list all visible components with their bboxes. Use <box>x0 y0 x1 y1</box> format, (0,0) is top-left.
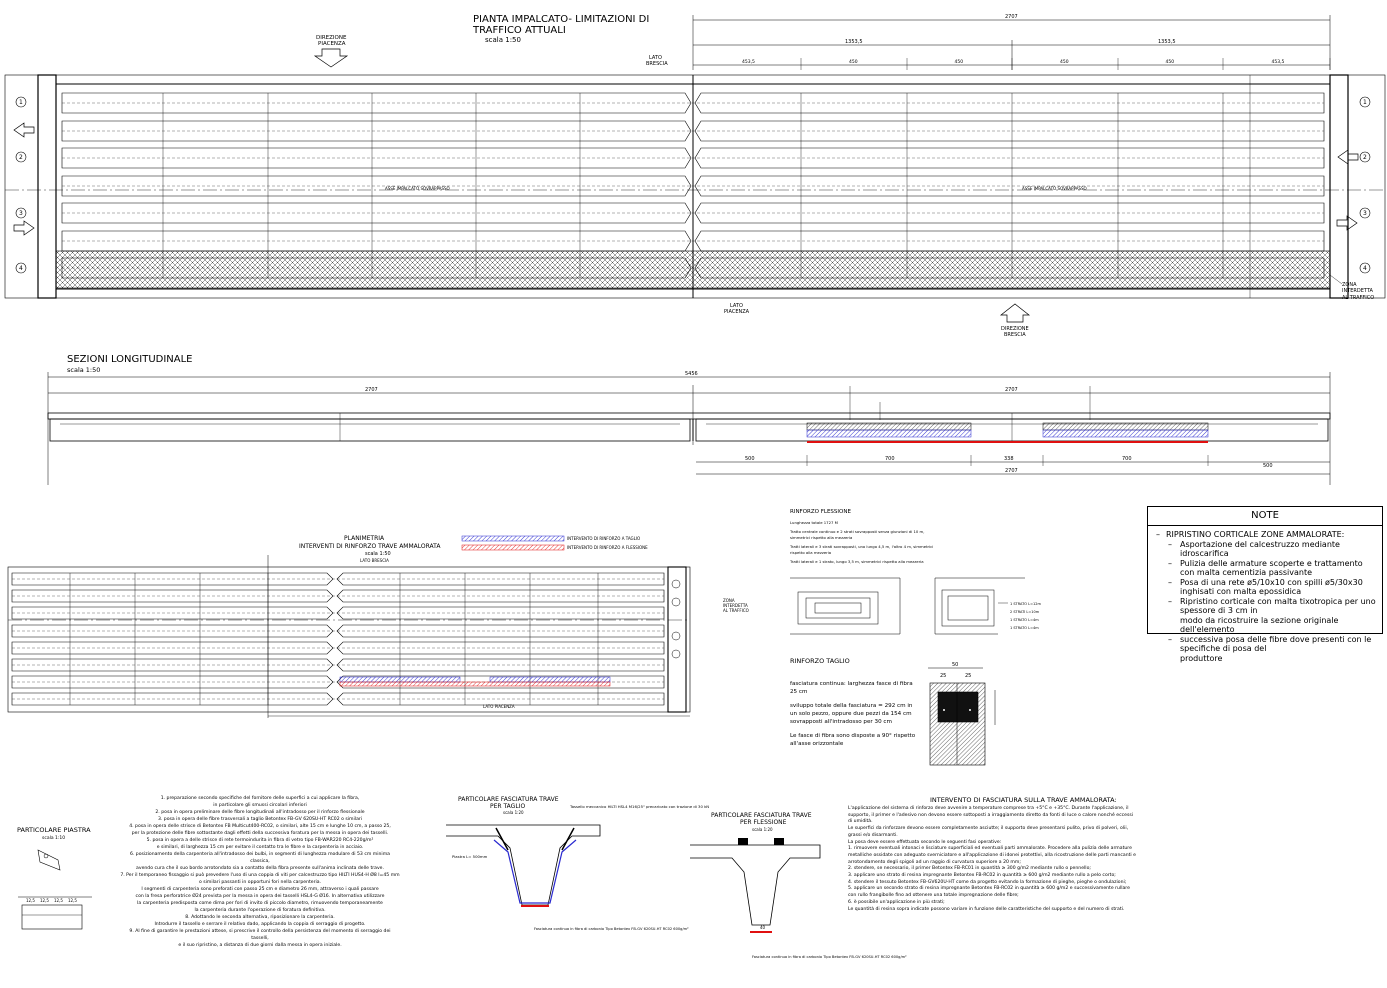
dim-segment: 453,5 <box>1271 60 1285 65</box>
dir-piacenza-2: PIACENZA <box>318 41 346 47</box>
legend-flessione: INTERVENTO DI RINFORZO A FLESSIONE <box>567 545 648 550</box>
fasc-taglio-title-2: PER TAGLIO <box>490 803 526 810</box>
fasc-flex-title-1: PARTICOLARE FASCIATURA TRAVE <box>711 812 812 819</box>
long-dim-b3: 338 <box>1004 456 1014 462</box>
intervento-paragraph: L'applicazione del sistema di rinforzo deve avvenire a temperature comprese tra +5°C e +35°C. Durante l'applicazione, il supporto, il primer e l'adesivo non devono essere sottoposti a irraggiamento diretto da fonti di luce o calore nonché eccessi di umidità. <box>848 806 1134 825</box>
svg-text:4: 4 <box>1363 265 1367 272</box>
procedure-step: 5. posa in opera a delle strisce di rete termoindurita in fibra di vetro tipo FB-WAR220 RC4-220g/m² <box>146 838 374 843</box>
intervento-paragraph: 1. rimuovere eventuali intonaci e lisciature superficiali ed eventuali parti ammalorate. Procedere alla pulizia delle armature metalliche ossidate con adeguato sverniciatore e all'applicazione di idonei protettivi, alla ricostruzione delle parti mancanti e arrotondamento degli spigoli ad un raggio di curvatura superiore a 20 mm; <box>848 846 1136 865</box>
arrow-down-icon <box>315 49 347 67</box>
flex-line-2: Tratto centrale continuo e 2 strati sovrapposti senza giunzioni di 10 m, simmetrici rispetto alla mezzeria <box>790 529 925 540</box>
intervento-paragraph: 3. applicare uno strato di resina impregnante Betontex FB-RC02 in quantità ≥ 600 g/m2 mediante rullo a pelo corto; <box>848 873 1116 879</box>
arrow-up-icon <box>1001 304 1029 322</box>
top-plan <box>5 14 1385 338</box>
strato-1: 1 STRATO L=12m <box>1010 602 1041 606</box>
taglio-line-3: Le fasce di fibra sono disposte a 90° rispetto all'asse orizzontale <box>790 733 916 747</box>
long-dim-left: 2707 <box>365 387 378 393</box>
intervento-paragraph: 2. stendere, se necessario, il primer Betontex FB-RC01 in quantità ≥ 300 g/m2 mediante rullo o pennello; <box>848 866 1091 872</box>
strato-4: 1 STRATO L=4m <box>1010 626 1039 630</box>
long-dim-right: 2707 <box>1005 387 1018 393</box>
lato-piacenza-1: LATO <box>730 303 743 309</box>
flex-text <box>790 520 940 568</box>
legend-flessione-swatch <box>462 545 564 550</box>
intervento-title: INTERVENTO DI FASCIATURA SULLA TRAVE AMMALORATA: <box>930 796 1117 804</box>
taglio-dim-25a: 25 <box>940 673 947 679</box>
procedure-step: Introdurre il tassello e serrare il relativo dado, applicando la coppia di serraggio di progetto. <box>154 922 366 927</box>
piastra-title: PARTICOLARE PIASTRA <box>17 826 91 834</box>
long-section <box>48 354 1330 485</box>
procedure-step: 1. preparazione secondo specifiche del fornitore delle superfici a cui applicare la fibra, <box>160 796 360 801</box>
procedure-step: con la fresa perforatrice Ø24 prevista per la messa in opera dei tasselli HSL4-G Ø16. In alternativa utilizzare <box>135 894 385 899</box>
plan-title-2: TRAFFICO ATTUALI <box>473 25 566 36</box>
procedure-step: 8. Adottando le seconda alternativa, riposizionare la carpenteria. <box>185 915 335 920</box>
plani-taglio-zone-1 <box>340 677 460 682</box>
fasc-flex-scale: scala 1:20 <box>752 827 773 832</box>
fasc-taglio-label: Fasciatura continua in fibra di carbonio Tipo Betontex FB-GV 620SU-HT RC02 600g/m² <box>534 927 689 931</box>
fasciatura-taglio <box>446 796 709 931</box>
taglio-dim-50: 50 <box>952 662 959 668</box>
flex-line-3: Tratti laterali e 3 strati sovrapposti, uno lungo 4,5 m, l'altro 4 m, simmetrici rispetto alla mezzeria <box>790 544 934 555</box>
procedure-step: e il suo ripristino, a distanza di due giorni dalla messa in opera iniziale. <box>178 943 342 948</box>
arrow-right-icon <box>14 221 34 235</box>
note-item: modo da ricostruire la sezione originale dell'elemento <box>1180 615 1339 634</box>
long-dim-b5: 500 <box>1263 463 1273 469</box>
fasc-taglio-tassello: Tassello meccanico HILTI HSL4 M16/25" precaricato con trazione di 30 kN <box>570 804 710 809</box>
dim-total: 2707 <box>1005 14 1018 20</box>
svg-text:4: 4 <box>19 265 23 272</box>
intervento-paragraph: 4. stendere il tessuto Betontex FB-GV620U-HT come da progetto evitando la formazione di pieghe, pieghe o ondulazioni; <box>848 879 1127 885</box>
procedure-step: 9. Al fine di garantire le prestazioni attese, si prescrive il controllo della persistenza del momento di serraggio dei tasselli, <box>129 929 391 941</box>
lato-brescia-2: BRESCIA <box>646 61 668 67</box>
note-item: – Asportazione del calcestruzzo mediante idroscarifica <box>1156 540 1378 559</box>
note-item: – Pulizia delle armature scoperte e trattamento con malta cementizia passivante <box>1156 559 1378 578</box>
piastra-scale: scala 1:10 <box>42 836 66 841</box>
intervento-description <box>848 806 1138 913</box>
dim-segment: 450 <box>849 60 858 65</box>
long-scale: scala 1:50 <box>67 366 101 374</box>
flex-title: RINFORZO FLESSIONE <box>790 509 851 515</box>
fasc-flex-dim: 40 <box>760 925 766 930</box>
piastra-dim-3: 12,5 <box>54 898 63 903</box>
dir-brescia-2: BRESCIA <box>1004 332 1026 338</box>
strato-3: 1 STRATO L=4m <box>1010 618 1039 622</box>
svg-text:2: 2 <box>19 154 23 161</box>
plani-title-1: PLANIMETRIA <box>344 535 385 542</box>
intervento-paragraph: Le superfici da rinforzare devono essere completamente asciutte; il supporto deve presentarsi pulito, privo di polveri, olii, grassi e/o disarmanti. <box>848 826 1129 838</box>
taglio-line-1: fasciatura continua: larghezza fasce di fibra 25 cm <box>790 681 913 695</box>
plani-scale: scala 1:50 <box>365 551 391 557</box>
long-dim-b1: 500 <box>745 456 755 462</box>
fasc-taglio-title-1: PARTICOLARE FASCIATURA TRAVE <box>458 796 559 803</box>
taglio-line-2: sviluppo totale della fasciatura = 292 cm in un solo pezzo, oppure due pezzi da 154 cm sovrapposti all'intradosso per 30 cm <box>790 703 913 725</box>
long-dim-total: 5456 <box>685 371 698 377</box>
dim-segment: 453,5 <box>742 60 755 65</box>
intervento-paragraph: 6. è possibile un'applicazione in più strati; <box>848 899 945 905</box>
dim-segment: 450 <box>1165 60 1175 65</box>
note-item: – Ripristino corticale con malta tixotropica per uno spessore di 3 cm in <box>1156 597 1378 616</box>
dim-segment: 450 <box>954 60 964 65</box>
zona-2: INTERDETTA <box>1342 288 1373 294</box>
procedure-step: 4. posa in opera delle strisce di Betontex FB Multicut400-RC02, o similari, alte 15 cm e lunghe 10 cm, a passo 25, <box>129 824 391 829</box>
procedure-step: la carpenteria predisposta come dima per fori di invito di piccolo diametro, rimuovendo temporaneamente <box>137 901 383 906</box>
note-item: – Posa di una rete ø5/10x10 con spilli ø5/30x30 inghisati con malta epossidica <box>1156 578 1378 597</box>
zona-3: AL TRAFFICO <box>1342 295 1375 301</box>
fasc-flex-label: Fasciatura continua in fibra di carbonio Tipo Betontex FB-GV 620SU-HT RC02 600g/m² <box>752 955 907 959</box>
long-dim-b4: 700 <box>1122 456 1132 462</box>
strato-2: 2 STRATI L=10m <box>1010 610 1040 614</box>
beam-markers-left <box>16 97 26 273</box>
flex-reinf-zone-2 <box>1043 423 1208 430</box>
svg-text:1: 1 <box>1363 99 1367 106</box>
procedure-step: la carpenteria durante l'operazione di foratura definitiva. <box>194 908 326 913</box>
piastra-dim-4: 12,5 <box>68 898 77 903</box>
procedure-step: in particolare gli smussi circolari inferiori <box>213 803 307 808</box>
note-item: – RIPRISTINO CORTICALE ZONE AMMALORATE: <box>1156 530 1378 540</box>
procedure-step: 6. posizionamento della carpenteria all'intradosso dei bulbi, in segmenti di lunghezza modulare di 53 cm minima classica, <box>129 852 391 864</box>
flex-line-4: Tratti laterali e 1 strato, lungo 3,5 m, simmetrici rispetto alla mezzeria <box>790 559 924 564</box>
zona-1: ZONA <box>1342 282 1357 288</box>
note-title: NOTE <box>1148 507 1382 526</box>
procedure-step: e similari, di larghezza 15 cm per evitare il contatto tra le fibre e la carpenteria in acciaio. <box>156 845 364 850</box>
intervento-paragraph: La posa deve essere effettuata secondo le seguenti fasi operative: <box>848 839 1002 845</box>
note-item: produttore <box>1180 653 1223 663</box>
plani-lato-piacenza: LATO PIACENZA <box>483 704 515 709</box>
taglio-text <box>790 680 920 754</box>
flex-line-1: Lunghezza totale 1727 M <box>790 520 838 525</box>
legend-taglio-swatch <box>462 536 564 541</box>
legend-taglio: INTERVENTO DI RINFORZO A TAGLIO <box>567 536 641 541</box>
long-dim-b-total: 2707 <box>1005 468 1018 474</box>
fasc-taglio-piastra: Piastra L= 500mm <box>452 854 488 859</box>
svg-text:3: 3 <box>1363 210 1367 217</box>
asse-label-right: ASSE IMPALCATO SOVRAPPASSO <box>1022 186 1087 191</box>
plan-title-1: PIANTA IMPALCATO- LIMITAZIONI DI <box>473 14 650 25</box>
fasc-taglio-scale: scala 1:20 <box>503 810 524 815</box>
plani-title-2: INTERVENTI DI RINFORZO TRAVE AMMALORATA <box>299 543 441 550</box>
procedure-step: avendo cura che il suo bordo arrotondato sia a contatto della fibra presente sull'anima inclinata delle trave. <box>136 866 384 871</box>
plani-lato-brescia: LATO BRESCIA <box>360 558 389 563</box>
procedure-step: o similari passanti in opportuni fori nella carpenteria. <box>198 880 322 885</box>
lato-brescia-1: LATO <box>649 55 662 61</box>
dim-half-right: 1353,5 <box>1158 39 1176 45</box>
procedure-steps <box>120 795 400 949</box>
planimetria <box>8 535 749 718</box>
particolare-piastra <box>17 826 92 929</box>
plani-zona-2: INTERDETTA <box>723 603 748 608</box>
dir-brescia-1: DIREZIONE <box>1001 326 1029 332</box>
dim-half-left: 1353,5 <box>845 39 863 45</box>
piastra-dim-1: 12,5 <box>26 898 35 903</box>
plani-taglio-zone-2 <box>490 677 610 682</box>
asse-label-left: ASSE IMPALCATO SOVRAPPASSO <box>385 186 450 191</box>
svg-text:1: 1 <box>19 99 23 106</box>
dim-segment: 450 <box>1060 60 1069 65</box>
plani-flessione-zone <box>340 682 610 686</box>
note-box <box>1147 506 1383 663</box>
intervento-paragraph: Le quantità di resina sopra indicate possono variare in funzione delle caratteristiche del supporto e del numero di strati. <box>848 906 1125 912</box>
intervento-paragraph: 5. applicare un secondo strato di resina impregnante Betontex FB-RC02 in quantità ≥ 600 g/m2 e successivamente rullare con rullo frangibolle fino ad ottenere una totale impregnazione delle fibre; <box>848 886 1130 899</box>
fasc-flex-title-2: PER FLESSIONE <box>740 819 787 826</box>
procedure-step: 2. posa in opera preliminare delle fibre longitudinali all'intradosso per il rinforzo flessionale <box>155 810 365 815</box>
note-list <box>1148 526 1382 663</box>
svg-text:2: 2 <box>1363 154 1367 161</box>
plani-zona-3: AL TRAFFICO <box>723 608 749 613</box>
procedure-step: I segmenti di carpenteria sono preforati con passo 25 cm e diametro 26 mm, attraverso i quali passare <box>141 887 379 892</box>
lato-piacenza-2: PIACENZA <box>724 309 750 315</box>
procedure-step: 3. posa in opera delle fibre trasversali a taglio Betontex FB-GV 620SU-HT RC02 o similari <box>157 817 363 822</box>
taglio-dim-25b: 25 <box>965 673 972 679</box>
zona-interdetta-hatch <box>56 251 1330 288</box>
piastra-dim-2: 12,5 <box>40 898 49 903</box>
note-item: – successiva posa delle fibre dove presenti con le specifiche di posa del <box>1156 635 1378 654</box>
long-dim-b2: 700 <box>885 456 895 462</box>
beam-markers-right <box>1360 97 1370 273</box>
long-title: SEZIONI LONGITUDINALE <box>67 354 193 365</box>
arrow-left-icon <box>14 123 34 137</box>
procedure-step: 7. Per il temporaneo fissaggio si può prevedere l'uso di una coppia di viti per calcestruzzo tipo HILTI HUS4-H Ø8 l=45 mm <box>120 873 400 878</box>
plan-scale: scala 1:50 <box>485 36 521 44</box>
taglio-title: RINFORZO TAGLIO <box>790 657 850 665</box>
svg-text:3: 3 <box>19 210 23 217</box>
plani-zona-1: ZONA <box>723 598 735 603</box>
flex-reinf-zone-1 <box>807 423 971 430</box>
procedure-step: per la protezione delle fibre sottostante dagli effetti della successiva foratura per la messa in opera dei tasselli. <box>131 831 389 836</box>
dir-piacenza-1: DIREZIONE <box>316 35 347 41</box>
